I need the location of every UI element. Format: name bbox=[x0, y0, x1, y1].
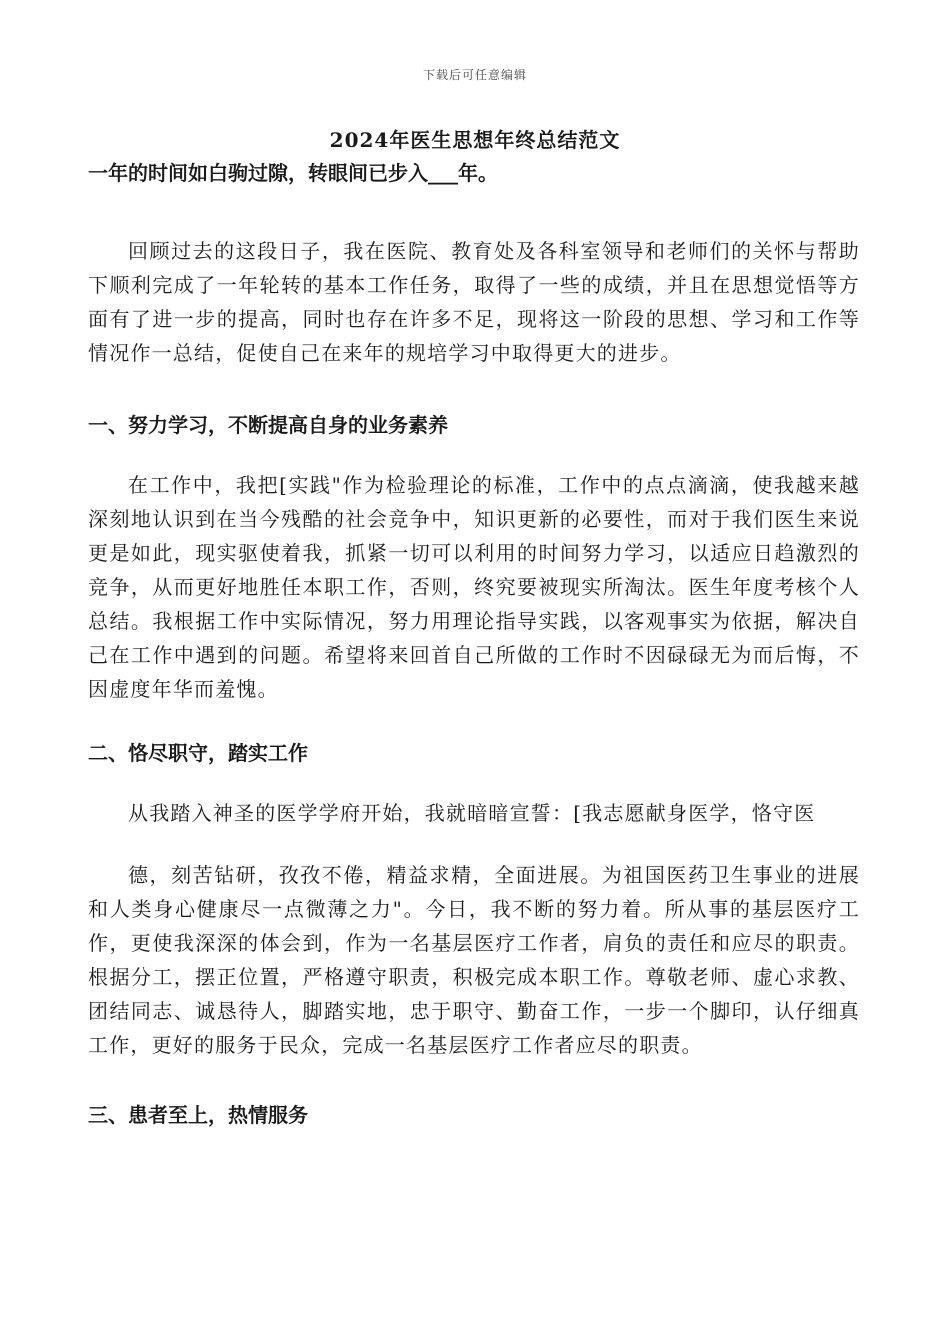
document-body bbox=[88, 156, 860, 1132]
header-note: 下载后可任意编辑 bbox=[422, 68, 527, 82]
section1-heading: 一、努力学习，不断提高自身的业务素养 bbox=[88, 413, 448, 437]
page-title: 2024年医生思想年终总结范文 bbox=[329, 128, 621, 152]
section1-paragraph: 在工作中，我把[实践"作为检验理论的标准，工作中的点点滴滴，使我越来越深刻地认识到在当今残酷的社会竞争中，知识更新的必要性，而对于我们医生来说更是如此，现实驱使着我，抓紧一切可以利用的时间努力学习，以适应日趋激烈的竞争，从而更好地胜任本职工作，否则，终究要被现实所淘汰。医生年度考核个人总结。我根据工作中实际情况，努力用理论指导实践，以客观事实为依据，解决自己在工作中遇到的问题。希望将来回首自己所做的工作时不因碌碌无为而后悔，不因虚度年华而羞愧。 bbox=[88, 473, 860, 701]
section2-paragraph-continued: 德，刻苦钻研，孜孜不倦，精益求精，全面进展。为祖国医药卫生事业的进展和人类身心健康尽一点微薄之力"。今日，我不断的努力着。所从事的基层医疗工作，更使我深深的体会到，作为一名基层医疗工作者，肩负的责任和应尽的职责。根据分工，摆正位置，严格遵守职责，积极完成本职工作。尊敬老师、虚心求教、团结同志、诚恳待人，脚踏实地，忠于职守、勤奋工作，一步一个脚印，认仔细真工作，更好的服务于民众，完成一名基层医疗工作者应尽的职责。 bbox=[88, 863, 860, 1057]
section2-heading: 二、恪尽职守，踏实工作 bbox=[88, 741, 308, 765]
section3-heading: 三、患者至上，热情服务 bbox=[88, 1103, 308, 1127]
intro-heading: 一年的时间如白驹过隙，转眼间已步入___年。 bbox=[88, 161, 498, 185]
section2-paragraph-start: 从我踏入神圣的医学学府开始，我就暗暗宣誓：[我志愿献身医学，恪守医 bbox=[128, 801, 816, 825]
intro-paragraph: 回顾过去的这段日子，我在医院、教育处及各科室领导和老师们的关怀与帮助下顺利完成了一年轮转的基本工作任务，取得了一些的成绩，并且在思想觉悟等方面有了进一步的提高，同时也存在许多不足，现将这一阶段的思想、学习和工作等情况作一总结，促使自己在来年的规培学习中取得更大的进步。 bbox=[88, 239, 860, 365]
